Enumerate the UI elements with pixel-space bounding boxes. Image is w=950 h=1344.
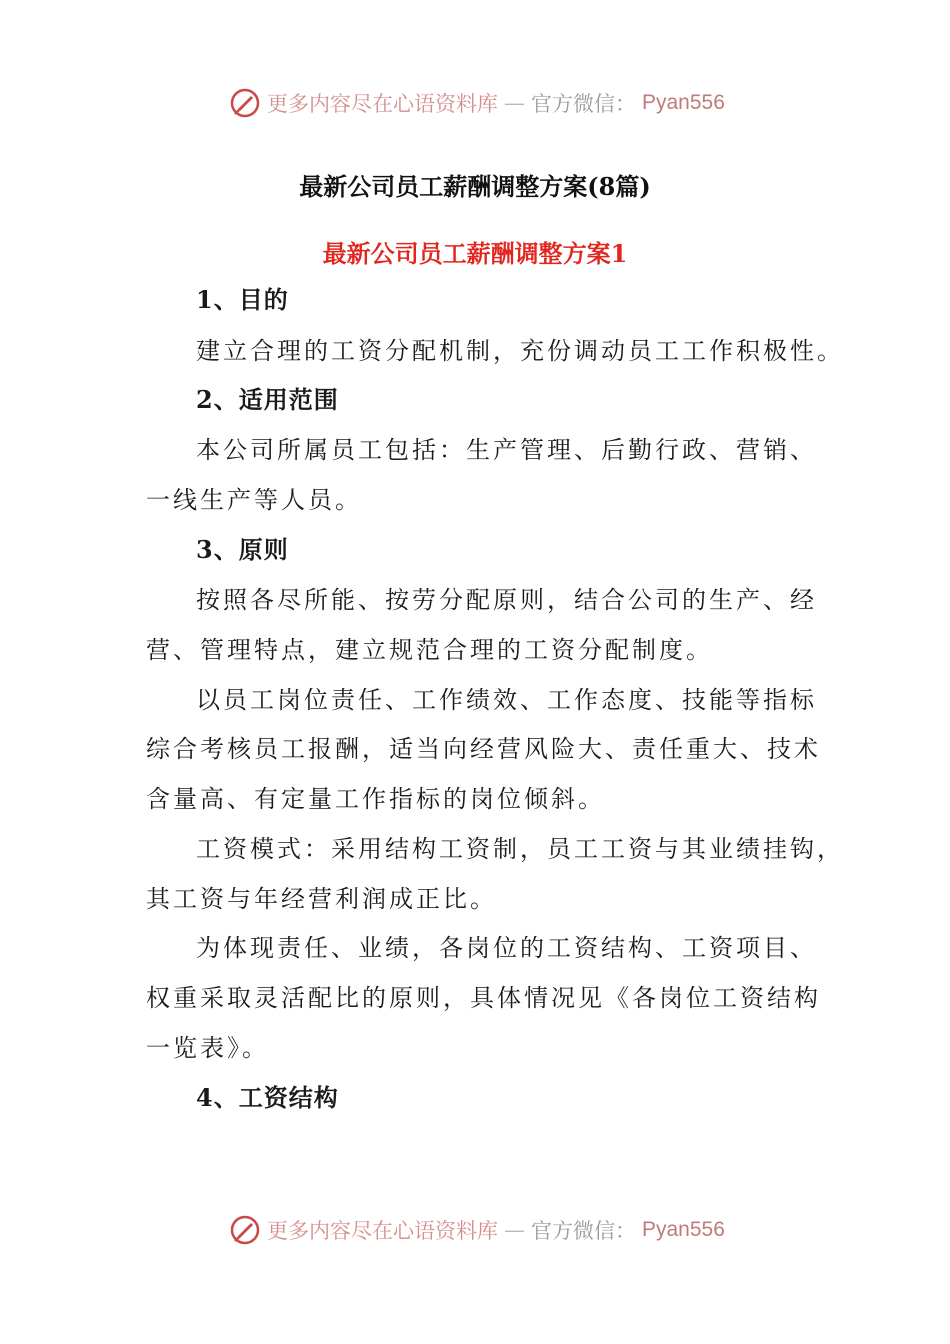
paragraph-line: 一览表》。 <box>146 1034 269 1062</box>
heading-scope: 2、适用范围 <box>196 385 339 414</box>
paragraph-line: 权重采取灵活配比的原则，具体情况见《各岗位工资结构 <box>146 984 821 1012</box>
paragraph-line: 营、管理特点，建立规范合理的工资分配制度。 <box>146 636 713 664</box>
paragraph-line: 按照各尽所能、按劳分配原则，结合公司的生产、经 <box>196 586 817 614</box>
paragraph-line: 含量高、有定量工作指标的岗位倾斜。 <box>146 785 605 813</box>
paragraph-line: 工资模式：采用结构工资制，员工工资与其业绩挂钩， <box>196 835 844 863</box>
document-title: 最新公司员工薪酬调整方案(8篇) <box>299 172 651 201</box>
watermark-header <box>229 85 725 121</box>
watermark-label: 官方微信： <box>531 92 636 116</box>
paragraph-line: 以员工岗位责任、工作绩效、工作态度、技能等指标 <box>196 686 817 714</box>
watermark-brand: 更多内容尽在心语资料库 <box>267 92 498 116</box>
paragraph-line: 综合考核员工报酬，适当向经营风险大、责任重大、技术 <box>146 735 821 763</box>
heading-principles: 3、原则 <box>196 535 289 564</box>
quill-pen-logo-icon <box>229 1214 261 1246</box>
paragraph-line: 为体现责任、业绩，各岗位的工资结构、工资项目、 <box>196 934 817 962</box>
watermark-brand: 更多内容尽在心语资料库 <box>267 1219 498 1243</box>
paragraph-line: 其工资与年经营利润成正比。 <box>146 885 497 913</box>
quill-pen-logo-icon <box>229 87 261 119</box>
watermark-label: 官方微信： <box>531 1219 636 1243</box>
paragraph-line: 一线生产等人员。 <box>146 486 362 514</box>
watermark-account: Pyan556 <box>642 1218 725 1241</box>
watermark-account: Pyan556 <box>642 91 725 114</box>
watermark-separator: — <box>504 1218 525 1242</box>
paragraph-line: 建立合理的工资分配机制，充份调动员工工作积极性。 <box>196 337 844 365</box>
section-title: 最新公司员工薪酬调整方案1 <box>322 239 628 268</box>
heading-salary-structure: 4、工资结构 <box>196 1083 339 1112</box>
heading-purpose: 1、目的 <box>196 285 289 314</box>
watermark-separator: — <box>504 91 525 115</box>
paragraph-line: 本公司所属员工包括：生产管理、后勤行政、营销、 <box>196 436 817 464</box>
watermark-footer <box>229 1212 725 1248</box>
